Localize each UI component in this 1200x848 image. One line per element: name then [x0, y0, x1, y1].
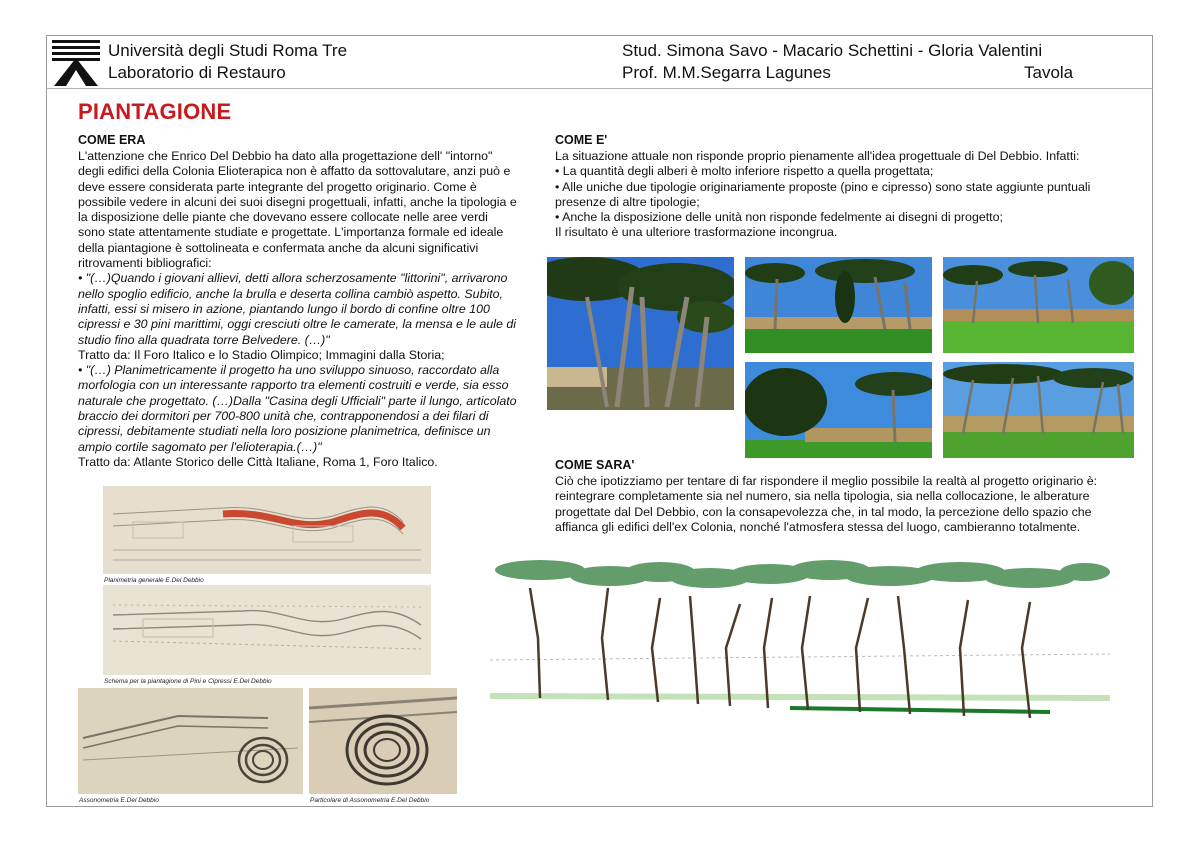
come-era-source-1: Tratto da: Il Foro Italico e lo Stadio Olimpico; Immagini dalla Storia;	[78, 347, 445, 362]
caption-general-plan: Planimetria generale E.Del Debbio	[104, 577, 204, 584]
axonometry-drawing	[78, 688, 303, 794]
general-plan-drawing	[103, 486, 431, 574]
page-title: PIANTAGIONE	[78, 99, 232, 124]
photo-pines-large	[547, 257, 734, 410]
students-names: Stud. Simona Savo - Macario Schettini - Gloria Valentini	[622, 41, 1043, 60]
planting-scheme-drawing	[103, 585, 431, 675]
come-e-heading: COME E'	[555, 133, 608, 147]
future-planting-sketch	[490, 548, 1110, 738]
header-divider	[46, 88, 1153, 89]
come-sara-heading: COME SARA'	[555, 458, 635, 472]
photo-pines-3	[943, 257, 1134, 353]
come-era-intro: L'attenzione che Enrico Del Debbio ha dato alla progettazione dell' "intorno" degli edifici della Colonia Elioterapica non è affatto da sottovalutare, anzi può e deve essere considerata parte integrante del progetto originario. Come è possibile vedere in alcuni dei suoi disegni progettuali, infatti, anche la tipologia e la disposizione delle piante che dovevano essere collocate nelle aree verdi sono state attentamente studiate e progettate. L'importanza formale ed ideale della piantagione è sottolineata e confermata anche da alcuni significativi ritrovamenti bibliografici:	[78, 149, 517, 271]
come-era-heading: COME ERA	[78, 133, 146, 147]
come-e-line-3: • Alle uniche due tipologie originariamente proposte (pino e cipresso) sono state aggiunte puntuali presenze di altre tipologie;	[555, 179, 1091, 209]
photo-pines-2	[745, 257, 932, 353]
caption-axonometry-detail: Particolare di Assonometria E.Del Debbio	[310, 797, 430, 804]
come-e-text	[555, 149, 1135, 241]
come-e-line-4: • Anche la disposizione delle unità non risponde fedelmente ai disegni di progetto;	[555, 210, 1003, 225]
come-era-text	[78, 149, 518, 470]
professor-name: Prof. M.M.Segarra Lagunes	[622, 63, 831, 82]
caption-axonometry: Assonometria E.Del Debbio	[79, 797, 159, 804]
come-e-line-1: La situazione attuale non risponde proprio pienamente all'idea progettuale di Del Debbio. Infatti:	[555, 149, 1080, 163]
come-era-quote-1: • "(…)Quando i giovani allievi, detti allora scherzosamente "littorini", arrivarono nello spoglio edificio, anche la brulla e deserta collina cambiò aspetto. Subito, infatti, essi si misero in azione, piantando lungo il bordo di confine oltre 100 cipressi e 30 pini marittimi, oggi cresciuti oltre le camerate, la mensa e le aule di studio fino alla quadrata torre Belvedere. (…)"	[78, 271, 516, 347]
university-logo	[52, 40, 100, 86]
lab-name: Laboratorio di Restauro	[108, 63, 286, 82]
axonometry-detail-drawing	[309, 688, 457, 794]
come-e-line-2: • La quantità degli alberi è molto inferiore rispetto a quella progettata;	[555, 164, 934, 179]
come-era-source-2: Tratto da: Atlante Storico delle Città Italiane, Roma 1, Foro Italico.	[78, 454, 438, 469]
photo-pines-5	[943, 362, 1134, 458]
come-era-quote-2: • "(…) Planimetricamente il progetto ha uno sviluppo sinuoso, raccordato alla morfologia con un interessante rapporto tra elementi costruiti e verde, sia esso naturale che progettato. (…)Dalla "Casina degli Ufficiali" parte il lungo, articolato braccio dei dormitori per 700-800 unità che, contrapponendosi a dei filari di cipressi, debitamente studiati nella loro posizione planimetrica, definisce un ampio cortile sagomato per l'elioterapia.(…)"	[78, 363, 517, 454]
come-sara-text: Ciò che ipotizziamo per tentare di far rispondere il meglio possibile la realtà al progetto originario è: reintegrare completamente sia nel numero, sia nella tipologia, sia nella collocazione, le alberature progettate dal Del Debbio, con la consapevolezza che, in tal modo, la percezione dello spazio che affianca gli edifici dell'ex Colonia, nonché l'atmosfera stessa del luogo, cambieranno totalmente.	[555, 474, 1098, 534]
caption-planting-scheme: Schema per la piantagione di Pini e Cipressi E.Del Debbio	[104, 678, 272, 685]
photo-pines-4	[745, 362, 932, 458]
university-name: Università degli Studi Roma Tre	[108, 41, 348, 60]
come-e-line-5: Il risultato è una ulteriore trasformazione incongrua.	[555, 225, 838, 240]
tavola-label: Tavola	[1024, 63, 1074, 82]
